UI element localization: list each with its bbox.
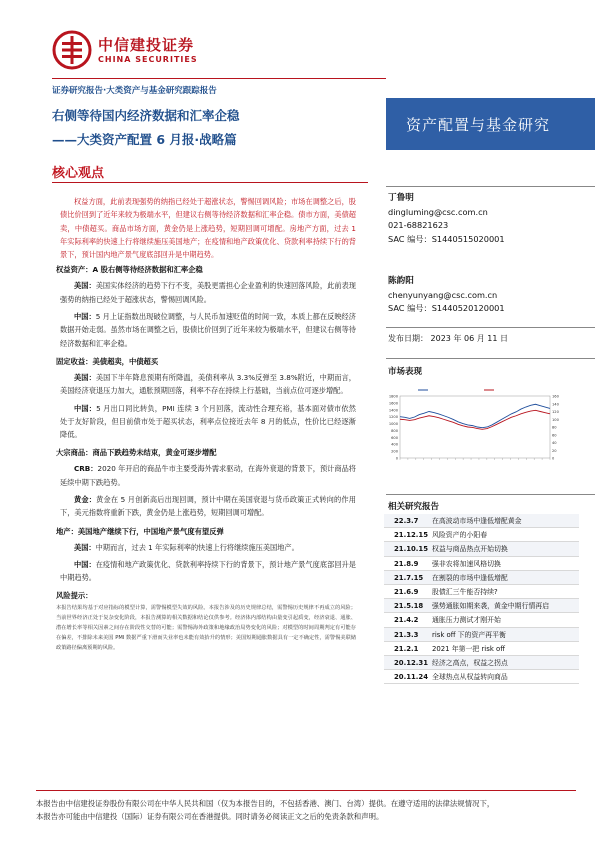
paragraph-text: 2020 年开启的商品牛市主要受海外需求驱动，在海外衰退的背景下，预计商品将延续中期下跌趋势。 bbox=[60, 464, 356, 487]
chart-y-right-tick-label: 40 bbox=[552, 441, 557, 445]
related-report-date: 21.6.9 bbox=[394, 587, 419, 596]
risk-text: 本报告结果均基于对应指标的模型计算，需警惕模型失效的风险。本报告涉及的历史规律总结，需警惕历史规律不再成立的风险；当前世界经济正处于复杂变化阶段，本报告测算的相关数据和结论仅供参考。经济体内部结构由量变引起质变，经济衰退、通胀、潜在增长率等相关因素之间存在阶段性交替的可能；需警惕海外政策和地缘政治局势变化的风险；对模型的时间周期判定有可能存在偏差，不排除未来美国 PMI 数据严重下滑而失业率也未能有效抬升的情形；美国短期通胀数据具有一定不确定性，需警惕美联储政策路径偏离预期的风险。 bbox=[56, 604, 356, 651]
section-real-estate bbox=[56, 526, 356, 585]
chart-series-line bbox=[400, 404, 550, 427]
market-performance-chart bbox=[378, 382, 570, 488]
chart-y-left-tick-label: 0 bbox=[395, 456, 398, 461]
related-report-date: 21.8.9 bbox=[394, 559, 419, 568]
paragraph-lead: CRB： bbox=[74, 464, 98, 474]
related-report-item[interactable] bbox=[384, 557, 579, 571]
chart-y-right-tick-label: 20 bbox=[552, 448, 557, 453]
related-report-item[interactable] bbox=[384, 599, 579, 613]
chart-y-left-tick-label: 800 bbox=[391, 428, 398, 433]
paragraph-lead: 中国： bbox=[74, 559, 96, 569]
footer-divider bbox=[36, 790, 576, 791]
analyst-card bbox=[388, 275, 505, 316]
related-report-title: 2021 年第一把 risk off bbox=[432, 644, 505, 653]
section-paragraph bbox=[60, 541, 356, 554]
related-report-title: 权益与商品热点开始切换 bbox=[432, 545, 508, 554]
reports-divider bbox=[386, 494, 595, 495]
related-report-title: 股债汇三牛能否持续? bbox=[432, 587, 498, 596]
related-report-item[interactable] bbox=[384, 613, 579, 627]
report-series: 证券研究报告·大类资产与基金研究跟踪报告 bbox=[52, 86, 217, 96]
paragraph-lead: 美国： bbox=[74, 281, 96, 291]
related-report-title: 全球热点从权益转向商品 bbox=[432, 673, 508, 682]
section-heading: 地产：美国地产继续下行，中国地产景气度有望反弹 bbox=[56, 526, 224, 536]
section-heading: 权益资产：A 股右侧等待经济数据和汇率企稳 bbox=[56, 265, 203, 275]
related-reports-heading: 相关研究报告 bbox=[388, 502, 440, 512]
chart-y-left-tick-label: 1600 bbox=[388, 401, 398, 406]
chart-y-left-tick-label: 1400 bbox=[388, 408, 398, 413]
analyst-sac: SAC 编号：S1440515020001 bbox=[388, 233, 505, 244]
chart-y-right-tick-label: 140 bbox=[552, 402, 559, 407]
paragraph-text: 中期而言，过去 1 年实际利率的快速上行将继续施压美国地产。 bbox=[95, 542, 299, 552]
section-paragraph bbox=[60, 371, 356, 398]
section-equity bbox=[56, 264, 356, 349]
category-banner-label: 资产配置与基金研究 bbox=[406, 116, 551, 134]
related-report-date: 21.3.3 bbox=[394, 630, 419, 639]
related-report-title: 强势通胀如期来袭，黄金中期行情再启 bbox=[432, 602, 550, 611]
section-heading: 固定收益：美债超卖，中债超买 bbox=[56, 356, 159, 366]
core-views-heading: 核心观点 bbox=[52, 166, 105, 181]
related-report-item[interactable] bbox=[384, 628, 579, 642]
brand-name-en: CHINA SECURITIES bbox=[98, 55, 198, 64]
related-report-date: 21.7.15 bbox=[394, 573, 424, 582]
related-report-item[interactable] bbox=[384, 514, 579, 528]
related-report-title: risk off 下的资产再平衡 bbox=[432, 630, 506, 639]
related-report-date: 20.12.31 bbox=[394, 658, 429, 667]
paragraph-lead: 黄金： bbox=[74, 495, 97, 505]
related-report-date: 21.2.1 bbox=[394, 644, 419, 653]
disclaimer-line: 本报告由中信建投证券股份有限公司在中华人民共和国（仅为本报告目的，不包括香港、澳门、台湾）提供。在遵守适用的法律法规情况下， bbox=[36, 799, 495, 808]
report-title-line2: ——大类资产配置 6 月报·战略篇 bbox=[52, 132, 237, 147]
section-paragraph bbox=[60, 493, 356, 520]
core-views-divider bbox=[52, 182, 368, 183]
analyst-name: 陈韵阳 bbox=[388, 276, 414, 286]
section-paragraph bbox=[60, 462, 356, 489]
disclaimer-line: 本报告亦可能由中信建投（国际）证券有限公司在香港提供。同时请务必阅读正文之后的免责条款和声明。 bbox=[36, 812, 384, 821]
related-report-title: 风险资产的小阳春 bbox=[432, 531, 488, 540]
paragraph-text: 5 月上证指数出现破位调整，与人民币加速贬值的时间一致，本质上都在反映经济数据开始走弱。虽然市场在调整之后，股债比价回到了近年来较为极端水平，但建议右侧等待经济数据和汇率企稳。 bbox=[60, 312, 356, 348]
chart-y-left-tick-label: 200 bbox=[391, 449, 398, 454]
chart-y-right-tick-label: 160 bbox=[552, 394, 559, 399]
brand-logo bbox=[52, 30, 212, 72]
paragraph-text: 在疫情和地产政策优化、贷款利率持续下行的背景下，预计地产景气度底部回升是中期趋势。 bbox=[60, 559, 356, 583]
report-title-line1: 右侧等待国内经济数据和汇率企稳 bbox=[52, 108, 240, 123]
paragraph-lead: 美国： bbox=[74, 372, 96, 382]
related-reports-list bbox=[384, 514, 579, 684]
section-fixed-income bbox=[56, 356, 356, 441]
section-paragraph bbox=[60, 402, 356, 442]
chart-y-left-tick-label: 400 bbox=[391, 442, 398, 447]
chart-y-left-tick-label: 1200 bbox=[388, 415, 398, 420]
related-report-date: 21.5.18 bbox=[394, 602, 424, 611]
chart-y-right-tick-label: 60 bbox=[552, 433, 557, 438]
brand-name-cn: 中信建投证券 bbox=[98, 36, 195, 54]
chart-plot-area bbox=[400, 396, 550, 458]
related-report-title: 在高波动市场中逢低增配黄金 bbox=[432, 517, 522, 525]
disclaimer-footer bbox=[36, 797, 576, 823]
market-divider bbox=[386, 358, 595, 359]
section-paragraph bbox=[60, 310, 356, 350]
paragraph-text: 5 月出口同比转负，PMI 连续 3 个月回落，流动性合理充裕，基本面对债市依然处于友好阶段，但目前债市处于超买状态，利率点位接近去年 8 月的低点，性价比已经逐渐降低。 bbox=[60, 403, 356, 440]
related-report-title: 通胀压力测试才刚开始 bbox=[432, 616, 501, 625]
related-report-item[interactable] bbox=[384, 542, 579, 556]
section-commodities bbox=[56, 447, 356, 519]
paragraph-lead: 中国： bbox=[74, 312, 96, 322]
related-report-date: 22.3.7 bbox=[394, 517, 419, 525]
chart-y-left-tick-label: 1800 bbox=[388, 394, 398, 399]
related-report-date: 21.10.15 bbox=[394, 545, 429, 554]
analyst-card bbox=[388, 192, 505, 246]
paragraph-lead: 美国： bbox=[74, 542, 96, 552]
section-paragraph bbox=[60, 279, 356, 306]
summary-paragraph: 权益方面，此前表现强势的纳指已经处于超涨状态，警惕回调风险；市场在调整之后，股债比价回到了近年来较为极端水平，但建议右侧等待经济数据和汇率企稳。债市方面，美债超卖，中债超买。商品市场方面，黄金仍是上涨趋势，短期回调可增配。房地产方面，过去 1 年实际利率的快速上行将继续施压美国地产；在疫情和地产政策优化、贷款利率持续下行的背景下，预计国内地产景气度底部回升是中期趋势。 bbox=[60, 197, 356, 260]
chart-y-right-tick-label: 120 bbox=[552, 410, 559, 414]
risk-heading: 风险提示： bbox=[56, 590, 93, 600]
date-divider bbox=[386, 327, 595, 328]
related-report-date: 21.12.15 bbox=[394, 531, 429, 540]
chart-y-right-tick-label: 80 bbox=[552, 425, 557, 430]
related-report-item[interactable] bbox=[384, 571, 579, 585]
analyst-name: 丁鲁明 bbox=[388, 193, 414, 203]
section-heading: 大宗商品：商品下跌趋势未结束，黄金可逐步增配 bbox=[56, 448, 217, 458]
related-report-item[interactable] bbox=[384, 656, 579, 670]
related-report-date: 21.4.2 bbox=[394, 616, 419, 625]
related-report-item[interactable] bbox=[384, 642, 579, 656]
related-report-item[interactable] bbox=[384, 585, 579, 599]
main-content bbox=[56, 195, 356, 653]
section-paragraph bbox=[60, 558, 356, 585]
related-report-date: 20.11.24 bbox=[394, 673, 429, 682]
analyst-email[interactable]: chenyunyang@csc.com.cn bbox=[388, 289, 498, 300]
analyst-sac: SAC 编号：S1440520120001 bbox=[388, 303, 505, 313]
paragraph-text: 黄金在 5 月创新高后出现回调，预计中期在美国衰退与货币政策正式转向的作用下，美元指数将重新下跌，黄金仍是上涨趋势，短期回调可增配。 bbox=[60, 495, 356, 518]
paragraph-text: 美国实体经济的趋势下行不变，美股更需担心企业盈利的快速回落风险，此前表现强势的纳指已经处于超涨状态，警惕回调风险。 bbox=[60, 281, 356, 304]
brand-logo-mark-icon bbox=[52, 30, 92, 70]
related-report-title: 强非农将加速风格切换 bbox=[432, 559, 501, 568]
analyst-phone: 021-68821623 bbox=[388, 220, 449, 230]
chart-y-left-tick-label: 600 bbox=[391, 435, 398, 440]
header-divider bbox=[52, 78, 386, 79]
related-report-item[interactable] bbox=[384, 670, 579, 684]
related-report-title: 经济之高点，权益之拐点 bbox=[432, 658, 508, 667]
chart-y-left-tick-label: 1000 bbox=[388, 422, 398, 427]
chart-y-right-tick-label: 100 bbox=[552, 417, 559, 422]
chart-y-right-tick-label: 0 bbox=[552, 456, 555, 461]
publish-date: 发布日期： 2023 年 06 月 11 日 bbox=[388, 334, 508, 343]
paragraph-lead: 中国： bbox=[74, 403, 97, 413]
category-banner bbox=[386, 98, 595, 150]
analyst-divider bbox=[386, 186, 595, 187]
paragraph-text: 美国下半年降息预期有所降温，美债利率从 3.3%反弹至 3.8%附近，中期而言，美国经济衰退压力加大，通胀预期回落，利率不存在持续上行基础，当前点位可逐步增配。 bbox=[60, 372, 356, 396]
related-report-item[interactable] bbox=[384, 528, 579, 542]
related-report-title: 在割裂的市场中逢低增配 bbox=[432, 573, 508, 582]
market-heading: 市场表现 bbox=[388, 367, 423, 377]
analyst-email[interactable]: dingluming@csc.com.cn bbox=[388, 206, 488, 217]
